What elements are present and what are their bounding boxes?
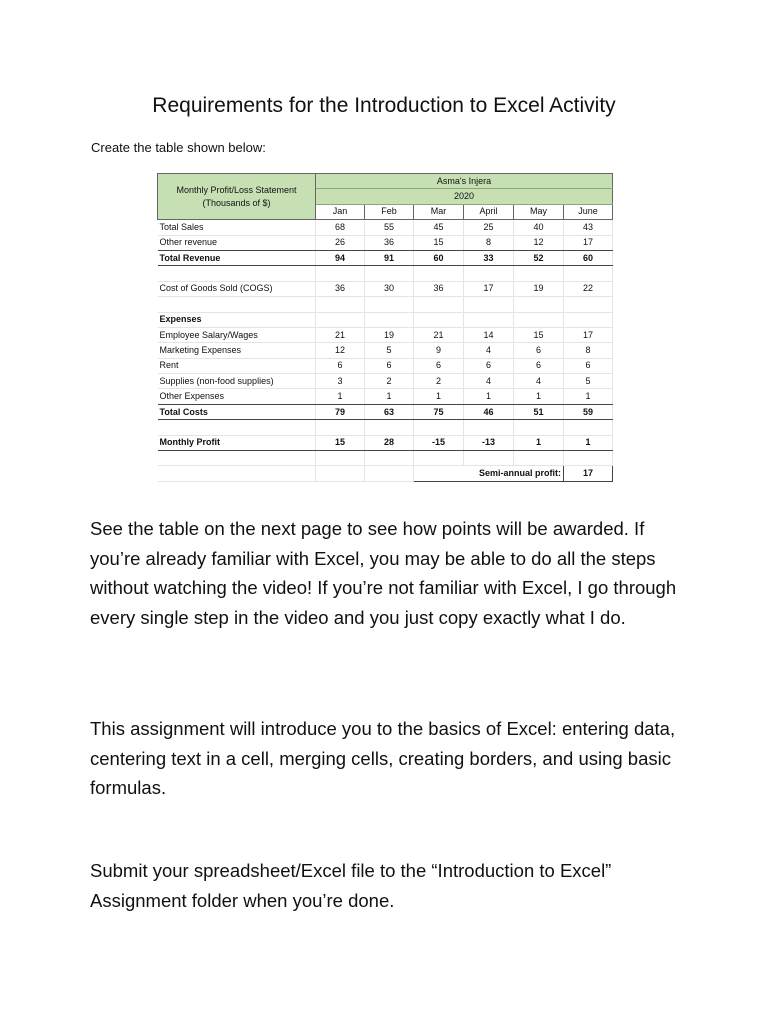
cell-value: 63	[365, 404, 414, 419]
table-label-line2: (Thousands of $)	[202, 197, 271, 208]
cell-value: 51	[514, 404, 564, 419]
table-row	[158, 235, 613, 250]
table-row	[158, 327, 613, 342]
table-row	[158, 281, 613, 296]
expenses-heading: Expenses	[158, 312, 316, 327]
cell-value: 79	[316, 404, 365, 419]
cell-value: 25	[464, 220, 514, 235]
cell-value: -13	[464, 435, 514, 450]
cell-value: 36	[365, 235, 414, 250]
cell-value: 68	[316, 220, 365, 235]
blank-row	[158, 266, 613, 281]
cell-value: 15	[514, 327, 564, 342]
cell-value: 17	[464, 281, 514, 296]
semi-annual-row	[158, 466, 613, 481]
cell-value: 22	[564, 281, 613, 296]
table-row	[158, 220, 613, 235]
cell-value: 8	[464, 235, 514, 250]
cell-value: 1	[464, 389, 514, 404]
cell-value: 6	[514, 358, 564, 373]
row-label: Other revenue	[158, 235, 316, 250]
cell-value: 75	[414, 404, 464, 419]
month-header: May	[514, 204, 564, 219]
cell-value: 1	[564, 435, 613, 450]
cell-value: 6	[564, 358, 613, 373]
cell-value: 59	[564, 404, 613, 419]
cell-value: 8	[564, 343, 613, 358]
blank-row	[158, 420, 613, 435]
cell-value: 52	[514, 250, 564, 265]
row-label: Cost of Goods Sold (COGS)	[158, 281, 316, 296]
cell-value: 1	[365, 389, 414, 404]
cell-value: 19	[514, 281, 564, 296]
row-label: Supplies (non-food supplies)	[158, 374, 316, 389]
cell-value: 2	[365, 374, 414, 389]
paragraph-points: See the table on the next page to see how points will be awarded. If you’re already familiar with Excel, you may be able to do all the steps without watching the video! If you’re not familiar with Excel, I go through every single step in the video and you just copy exactly what I do.	[90, 518, 677, 628]
table-row	[158, 250, 613, 265]
row-label: Monthly Profit	[158, 435, 316, 450]
table-row	[158, 435, 613, 450]
cell-value: 30	[365, 281, 414, 296]
table-row	[158, 374, 613, 389]
table-row	[158, 343, 613, 358]
blank-row	[158, 297, 613, 312]
cell-value: 60	[564, 250, 613, 265]
page-title: Requirements for the Introduction to Excel Activity	[152, 94, 616, 117]
cell-value: 36	[414, 281, 464, 296]
cell-value: 1	[564, 389, 613, 404]
semi-annual-value: 17	[564, 466, 613, 481]
cell-value: 12	[514, 235, 564, 250]
table-row	[158, 389, 613, 404]
cell-value: 15	[316, 435, 365, 450]
cell-value: 6	[316, 358, 365, 373]
cell-value: 2	[414, 374, 464, 389]
month-header: April	[464, 204, 514, 219]
cell-value: 17	[564, 327, 613, 342]
cell-value: 3	[316, 374, 365, 389]
cell-value: 1	[414, 389, 464, 404]
cell-value: 15	[414, 235, 464, 250]
cell-value: 91	[365, 250, 414, 265]
cell-value: 12	[316, 343, 365, 358]
table-row	[158, 404, 613, 419]
table-label-cell	[158, 174, 316, 220]
cell-value: 6	[464, 358, 514, 373]
table-row	[158, 312, 613, 327]
row-label: Rent	[158, 358, 316, 373]
cell-value: 60	[414, 250, 464, 265]
cell-value: 1	[514, 389, 564, 404]
cell-value: 55	[365, 220, 414, 235]
cell-value: 6	[365, 358, 414, 373]
cell-value: 21	[414, 327, 464, 342]
cell-value: 33	[464, 250, 514, 265]
year-header: 2020	[316, 189, 613, 204]
cell-value: 4	[464, 374, 514, 389]
cell-value: 4	[464, 343, 514, 358]
cell-value: 43	[564, 220, 613, 235]
cell-value: 28	[365, 435, 414, 450]
row-label: Marketing Expenses	[158, 343, 316, 358]
paragraph-submit: Submit your spreadsheet/Excel file to the “Introduction to Excel” Assignment folder when you’re done.	[90, 860, 612, 911]
profit-loss-table-image	[157, 173, 612, 482]
cell-value: 45	[414, 220, 464, 235]
cell-value: 4	[514, 374, 564, 389]
row-label: Total Sales	[158, 220, 316, 235]
cell-value: 36	[316, 281, 365, 296]
month-header: Mar	[414, 204, 464, 219]
cell-value: 94	[316, 250, 365, 265]
blank-row	[158, 451, 613, 466]
row-label: Employee Salary/Wages	[158, 327, 316, 342]
cell-value: 17	[564, 235, 613, 250]
row-label: Total Revenue	[158, 250, 316, 265]
table-label-line1: Monthly Profit/Loss Statement	[176, 184, 297, 195]
cell-value: 9	[414, 343, 464, 358]
month-header: Feb	[365, 204, 414, 219]
month-header: June	[564, 204, 613, 219]
cell-value: 6	[514, 343, 564, 358]
cell-value: 1	[316, 389, 365, 404]
cell-value: 40	[514, 220, 564, 235]
cell-value: 21	[316, 327, 365, 342]
semi-annual-label: Semi-annual profit:	[414, 466, 564, 481]
table-row	[158, 358, 613, 373]
cell-value: 19	[365, 327, 414, 342]
cell-value: 26	[316, 235, 365, 250]
month-header: Jan	[316, 204, 365, 219]
row-label: Other Expenses	[158, 389, 316, 404]
company-name: Asma's Injera	[316, 174, 613, 189]
cell-value: 5	[365, 343, 414, 358]
row-label: Total Costs	[158, 404, 316, 419]
paragraph-basics: This assignment will introduce you to the basics of Excel: entering data, centering text in a cell, merging cells, creating borders, and using basic formulas.	[90, 718, 676, 798]
cell-value: 6	[414, 358, 464, 373]
cell-value: 46	[464, 404, 514, 419]
cell-value: 14	[464, 327, 514, 342]
cell-value: 1	[514, 435, 564, 450]
cell-value: -15	[414, 435, 464, 450]
cell-value: 5	[564, 374, 613, 389]
profit-loss-table	[157, 173, 613, 482]
intro-text: Create the table shown below:	[91, 140, 266, 155]
